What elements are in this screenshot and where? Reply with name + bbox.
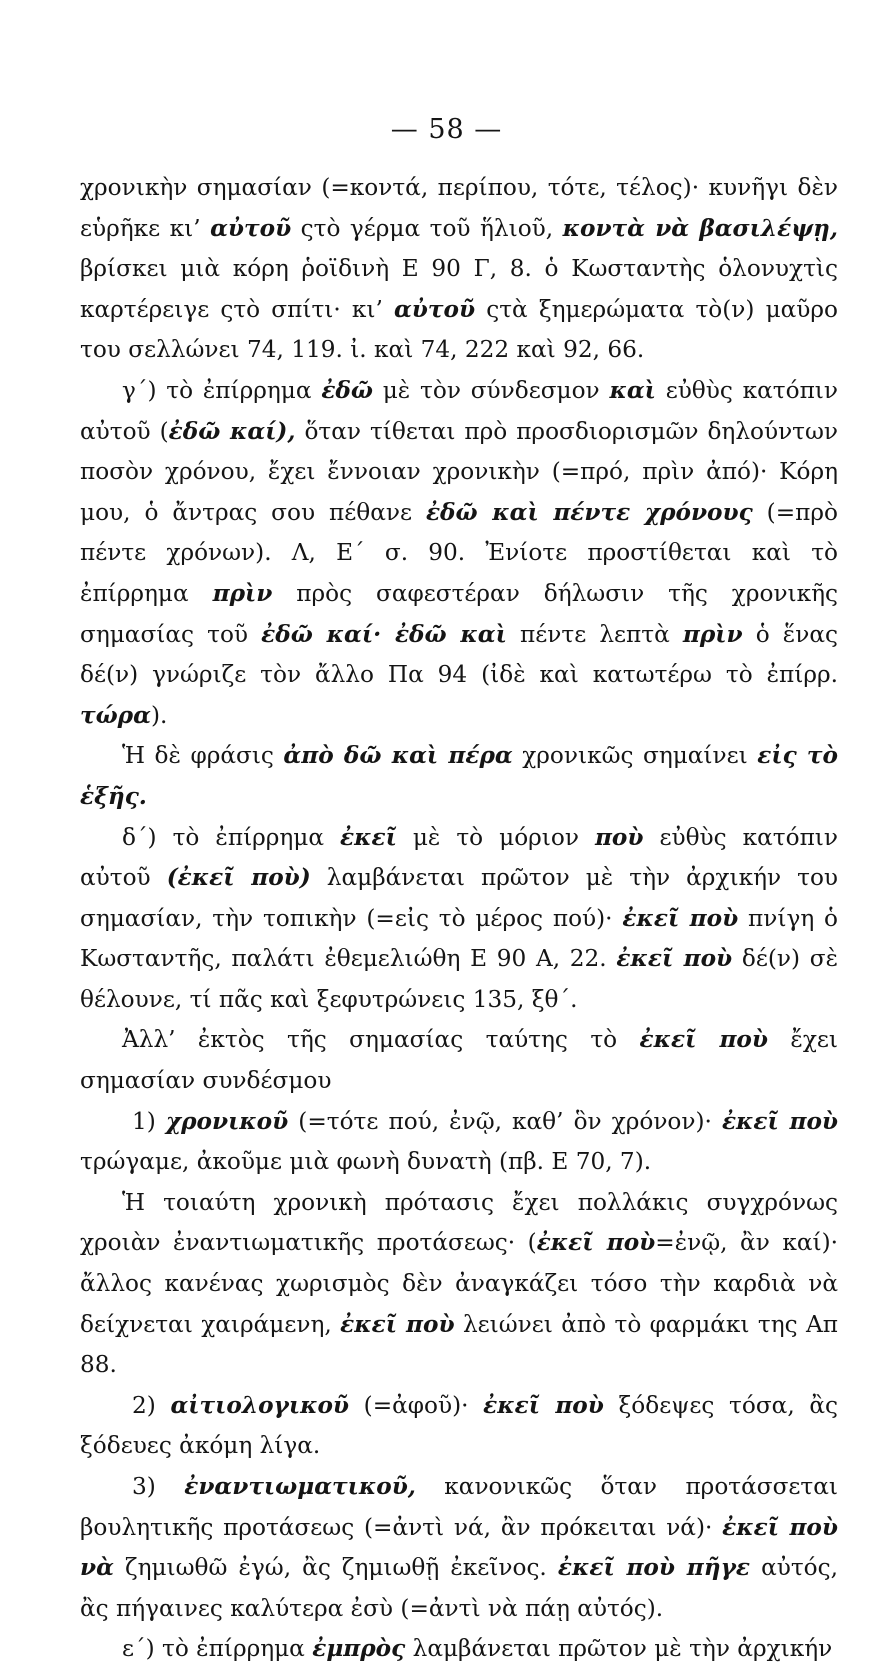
text-run: μὲ τὸν σύνδεσμον bbox=[372, 376, 610, 404]
text-run: Ἡ δὲ φράσις bbox=[122, 742, 284, 770]
text-run: 2) bbox=[132, 1391, 171, 1419]
paragraph bbox=[80, 1467, 838, 1629]
text-run: δέ(ν) σὲ θέλουνε, τί πᾶς καὶ ξεφυτρώνεις 135, ξθ´. bbox=[80, 945, 839, 1013]
text-run: λαμβάνεται πρῶτον μὲ τὴν ἀρχικήν του σημασίαν, τὴν τοπικὴν (=εἰς τὸ μέρος πού)· bbox=[80, 864, 838, 932]
text-run: ςτὸ γέρμα τοῦ ἥλιοῦ, bbox=[291, 214, 563, 242]
text-run: εὐθὺς κατόπιν αὐτοῦ ( bbox=[80, 376, 838, 445]
text-run: πρὸς σαφεστέραν δήλωσιν τῆς χρονικῆς σημασίας τοῦ bbox=[80, 579, 839, 648]
text-run: Ἡ τοιαύτη χρονικὴ πρότασις ἔχει πολλάκις συγχρόνως χροιὰν ἐναντιωματικῆς προτάσεως· ( bbox=[80, 1188, 838, 1257]
text-run: ἔχει σημασίαν συνδέσμου bbox=[80, 1026, 839, 1095]
emphasized-term: πρὶν bbox=[682, 620, 743, 648]
emphasized-term: ἐμπρὸς bbox=[312, 1635, 406, 1663]
emphasized-term: ἐναντιωματικοῦ, bbox=[184, 1473, 416, 1500]
emphasized-term: ἐδῶ καὶ πέντε χρόνους bbox=[425, 498, 753, 526]
text-run: πνίγη ὁ Κωσταντῆς, παλάτι ἐθεμελιώθη Ε 90 Α, 22. bbox=[80, 904, 838, 973]
paragraph bbox=[80, 1102, 838, 1183]
emphasized-term: χρονικοῦ bbox=[165, 1107, 289, 1135]
text-run: 1) bbox=[132, 1107, 166, 1135]
emphasized-term: κοντὰ νὰ βασιλέψῃ, bbox=[562, 214, 838, 242]
text-run: =ἐνῷ, ἂν καί)· ἄλλος κανένας χωρισμὸς δὲν ἀναγκάζει τόσο τὴν καρδιὰ νὰ δείχνεται χαιράμενη, bbox=[80, 1229, 838, 1338]
text-run: χρονικὴν σημασίαν (=κοντά, περίπου, τότε, τέλος)· κυνῆγι δὲν εὑρῆκε κι’ bbox=[80, 174, 838, 242]
text-run: ξόδεψες τόσα, ἂς ξόδευες ἀκόμη λίγα. bbox=[80, 1391, 839, 1460]
text-run: πέντε λεπτὰ bbox=[506, 620, 683, 648]
emphasized-term: ἐδῶ καί· ἐδῶ καὶ bbox=[261, 620, 507, 648]
paragraph bbox=[80, 371, 838, 736]
emphasized-term: εἰς τὸ ἑξῆς. bbox=[80, 742, 838, 810]
emphasized-term: ποὺ bbox=[594, 823, 644, 851]
body-text bbox=[80, 168, 838, 1670]
page-number: — 58 — bbox=[390, 114, 503, 145]
emphasized-term: ἐκεῖ ποὺ πῆγε bbox=[557, 1554, 751, 1582]
emphasized-term: αὐτοῦ bbox=[393, 295, 476, 323]
emphasized-term: αὐτοῦ bbox=[210, 214, 292, 242]
text-run: χρονικῶς σημαίνει bbox=[512, 742, 758, 770]
text-run: τρώγαμε, ἀκοῦμε μιὰ φωνὴ δυνατὴ (πβ. Ε 70, 7). bbox=[80, 1148, 652, 1176]
text-run: (=τότε πού, ἐνῷ, καθ’ ὃν χρόνον)· bbox=[288, 1107, 722, 1135]
emphasized-term: ἐκεῖ ποὺ bbox=[616, 945, 733, 973]
text-run: λειώνει ἀπὸ τὸ φαρμάκι της Απ 88. bbox=[80, 1310, 838, 1379]
text-run: ε´) τὸ ἐπίρρημα bbox=[122, 1635, 313, 1663]
paragraph bbox=[80, 736, 838, 817]
emphasized-term: (ἐκεῖ ποὺ) bbox=[166, 864, 311, 892]
text-run: Ἀλλ’ ἐκτὸς τῆς σημασίας ταύτης τὸ bbox=[122, 1026, 640, 1054]
text-run: (=πρὸ πέντε χρόνων). Λ, Ε´ σ. 90. Ἐνίοτε προστίθεται καὶ τὸ ἐπίρρημα bbox=[80, 498, 838, 607]
paragraph bbox=[80, 168, 838, 371]
text-run: ζημιωθῶ ἐγώ, ἂς ζημιωθῇ ἐκεῖνος. bbox=[113, 1554, 558, 1582]
emphasized-term: ἐκεῖ ποὺ bbox=[340, 1310, 455, 1338]
text-run: ὁ ἕνας δέ(ν) γνώριζε τὸν ἄλλο Πα 94 (ἰδὲ καὶ κατωτέρω τὸ ἐπίρρ. bbox=[80, 620, 838, 689]
text-run: ςτὰ ξημερώματα τὸ(ν) μαῦρο του σελλώνει 74, 119. ἰ. καὶ 74, 222 καὶ 92, 66. bbox=[80, 295, 838, 364]
emphasized-term: ἐκεῖ ποὺ bbox=[536, 1229, 656, 1257]
text-run: 3) bbox=[132, 1473, 185, 1500]
paragraph bbox=[80, 1020, 838, 1101]
paragraph bbox=[80, 1386, 838, 1467]
emphasized-term: πρὶν bbox=[212, 579, 273, 607]
paragraph bbox=[80, 1629, 838, 1670]
emphasized-term: ἐκεῖ ποὺ bbox=[483, 1391, 604, 1419]
text-run: βρίσκει μιὰ κόρη ῥοϊδινὴ Ε 90 Γ, 8. ὁ Κωσταντὴς ὁλονυχτὶς καρτέρειγε ςτὸ σπίτι· κι’ bbox=[80, 255, 838, 323]
emphasized-term: ἐκεῖ ποὺ bbox=[622, 904, 739, 932]
emphasized-term: ἀπὸ δῶ καὶ πέρα bbox=[283, 742, 513, 770]
emphasized-term: ἐκεῖ ποὺ νὰ bbox=[80, 1513, 838, 1582]
emphasized-term: αἰτιολογικοῦ bbox=[170, 1391, 350, 1419]
text-run: γ´) τὸ ἐπίρρημα bbox=[122, 376, 322, 404]
text-run: κανονικῶς ὅταν προτάσσεται βουλητικῆς προτάσεως (=ἀντὶ νά, ἂν πρόκειται νά)· bbox=[80, 1473, 839, 1541]
emphasized-term: τώρα bbox=[80, 701, 151, 729]
text-run: δ´) τὸ ἐπίρρημα bbox=[122, 823, 341, 851]
text-run: ). bbox=[150, 701, 168, 729]
emphasized-term: καὶ bbox=[609, 376, 656, 404]
paragraph bbox=[80, 818, 838, 1021]
emphasized-term: ἐκεῖ ποὺ bbox=[721, 1107, 839, 1135]
text-run: αὐτός, ἂς πήγαινες καλύτερα ἐσὺ (=ἀντὶ νὰ πάῃ αὐτός). bbox=[80, 1554, 838, 1622]
text-run: μὲ τὸ μόριον bbox=[396, 823, 595, 851]
emphasized-term: ἐδῶ bbox=[321, 376, 373, 404]
text-run: εὐθὺς κατόπιν αὐτοῦ bbox=[80, 823, 838, 892]
emphasized-term: ἐκεῖ ποὺ bbox=[639, 1026, 768, 1054]
text-run: ὅταν τίθεται πρὸ προσδιορισμῶν δηλούντων ποσὸν χρόνου, ἔχει ἔννοιαν χρονικὴν (=πρό, πρὶν ἀπό)· Κόρη μου, ὁ ἄντρας σου πέθανε bbox=[80, 417, 838, 526]
paragraph bbox=[80, 1183, 838, 1386]
text-run: (=ἀφοῦ)· bbox=[349, 1391, 484, 1419]
emphasized-term: ἐδῶ καί), bbox=[168, 417, 296, 445]
text-run: λαμβάνεται πρῶτον μὲ τὴν ἀρχικήν bbox=[405, 1635, 833, 1663]
emphasized-term: ἐκεῖ bbox=[340, 823, 397, 851]
